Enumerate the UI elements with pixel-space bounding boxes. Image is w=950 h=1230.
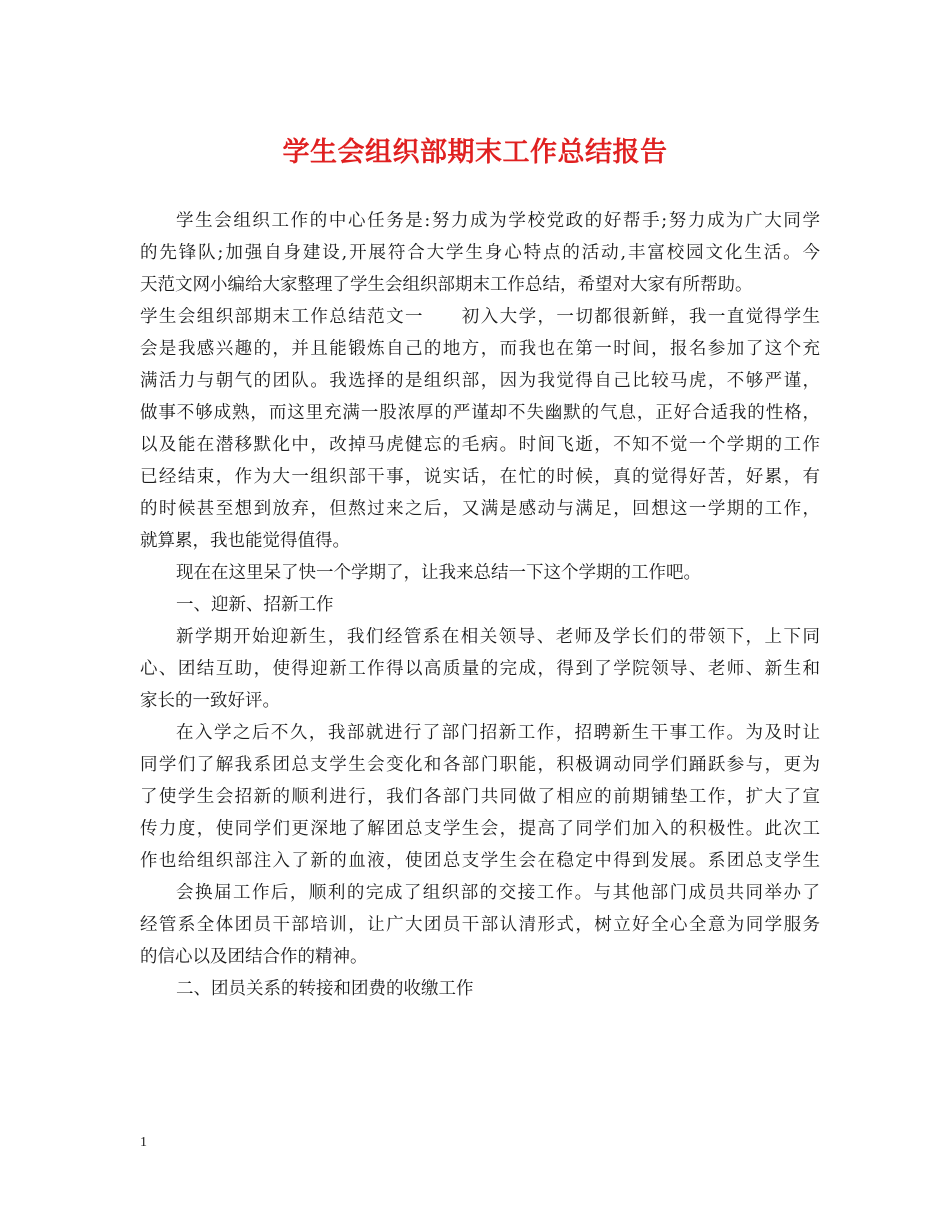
body-text-line: 家长的一致好评。 [140,691,280,711]
body-text-line: 一、迎新、招新工作 [176,595,334,615]
body-text-line: 以及能在潜移默化中，改掉马虎健忘的毛病。时间飞逝，不知不觉一个学期的工作 [140,435,820,455]
document-title: 学生会组织部期末工作总结报告 [282,137,668,168]
body-text-line: 的先锋队;加强自身建设,开展符合大学生身心特点的活动,丰富校园文化生活。今 [140,243,820,263]
body-text-line: 经管系全体团员干部培训，让广大团员干部认清形式，树立好全心全意为同学服务 [140,915,820,935]
body-text-line: 已经结束，作为大一组织部干事，说实话，在忙的时候，真的觉得好苦，好累，有 [140,467,820,487]
body-text-line: 会是我感兴趣的，并且能锻炼自己的地方，而我也在第一时间，报名参加了这个充 [140,339,820,359]
body-text-line: 的信心以及团结合作的精神。 [140,947,368,967]
body-text-line: 二、团员关系的转接和团费的收缴工作 [176,979,474,999]
body-text-line: 传力度，使同学们更深地了解团总支学生会，提高了同学们加入的积极性。此次工 [140,819,820,839]
body-text-line: 满活力与朝气的团队。我选择的是组织部，因为我觉得自己比较马虎，不够严谨， [140,371,820,391]
page-number: 1 [140,1135,147,1150]
body-text-line: 在入学之后不久，我部就进行了部门招新工作，招聘新生干事工作。为及时让 [176,723,820,743]
document-body [140,205,820,1005]
body-text-line: 现在在这里呆了快一个学期了，让我来总结一下这个学期的工作吧。 [176,563,701,583]
body-text-line: 新学期开始迎新生，我们经管系在相关领导、老师及学长们的带领下，上下同 [176,627,820,647]
body-text-line: 同学们了解我系团总支学生会变化和各部门职能，积极调动同学们踊跃参与，更为 [140,755,820,775]
body-text-line: 作也给组织部注入了新的血液，使团总支学生会在稳定中得到发展。系团总支学生 [140,851,820,871]
body-text-line: 学生会组织工作的中心任务是:努力成为学校党政的好帮手;努力成为广大同学 [176,211,820,231]
body-text-line: 天范文网小编给大家整理了学生会组织部期末工作总结，希望对大家有所帮助。 [140,275,753,295]
body-text-line: 做事不够成熟，而这里充满一股浓厚的严谨却不失幽默的气息，正好合适我的性格， [140,403,820,423]
body-text-line: 会换届工作后，顺利的完成了组织部的交接工作。与其他部门成员共同举办了 [176,883,820,903]
body-text-line: 学生会组织部期末工作总结范文一 初入大学，一切都很新鲜，我一直觉得学生 [140,307,820,327]
body-text-line: 的时候甚至想到放弃，但熬过来之后，又满是感动与满足，回想这一学期的工作， [140,499,820,519]
body-text-line: 就算累，我也能觉得值得。 [140,531,350,551]
body-text-line: 了使学生会招新的顺利进行，我们各部门共同做了相应的前期铺垫工作，扩大了宣 [140,787,820,807]
body-text-line: 心、团结互助，使得迎新工作得以高质量的完成，得到了学院领导、老师、新生和 [140,659,820,679]
